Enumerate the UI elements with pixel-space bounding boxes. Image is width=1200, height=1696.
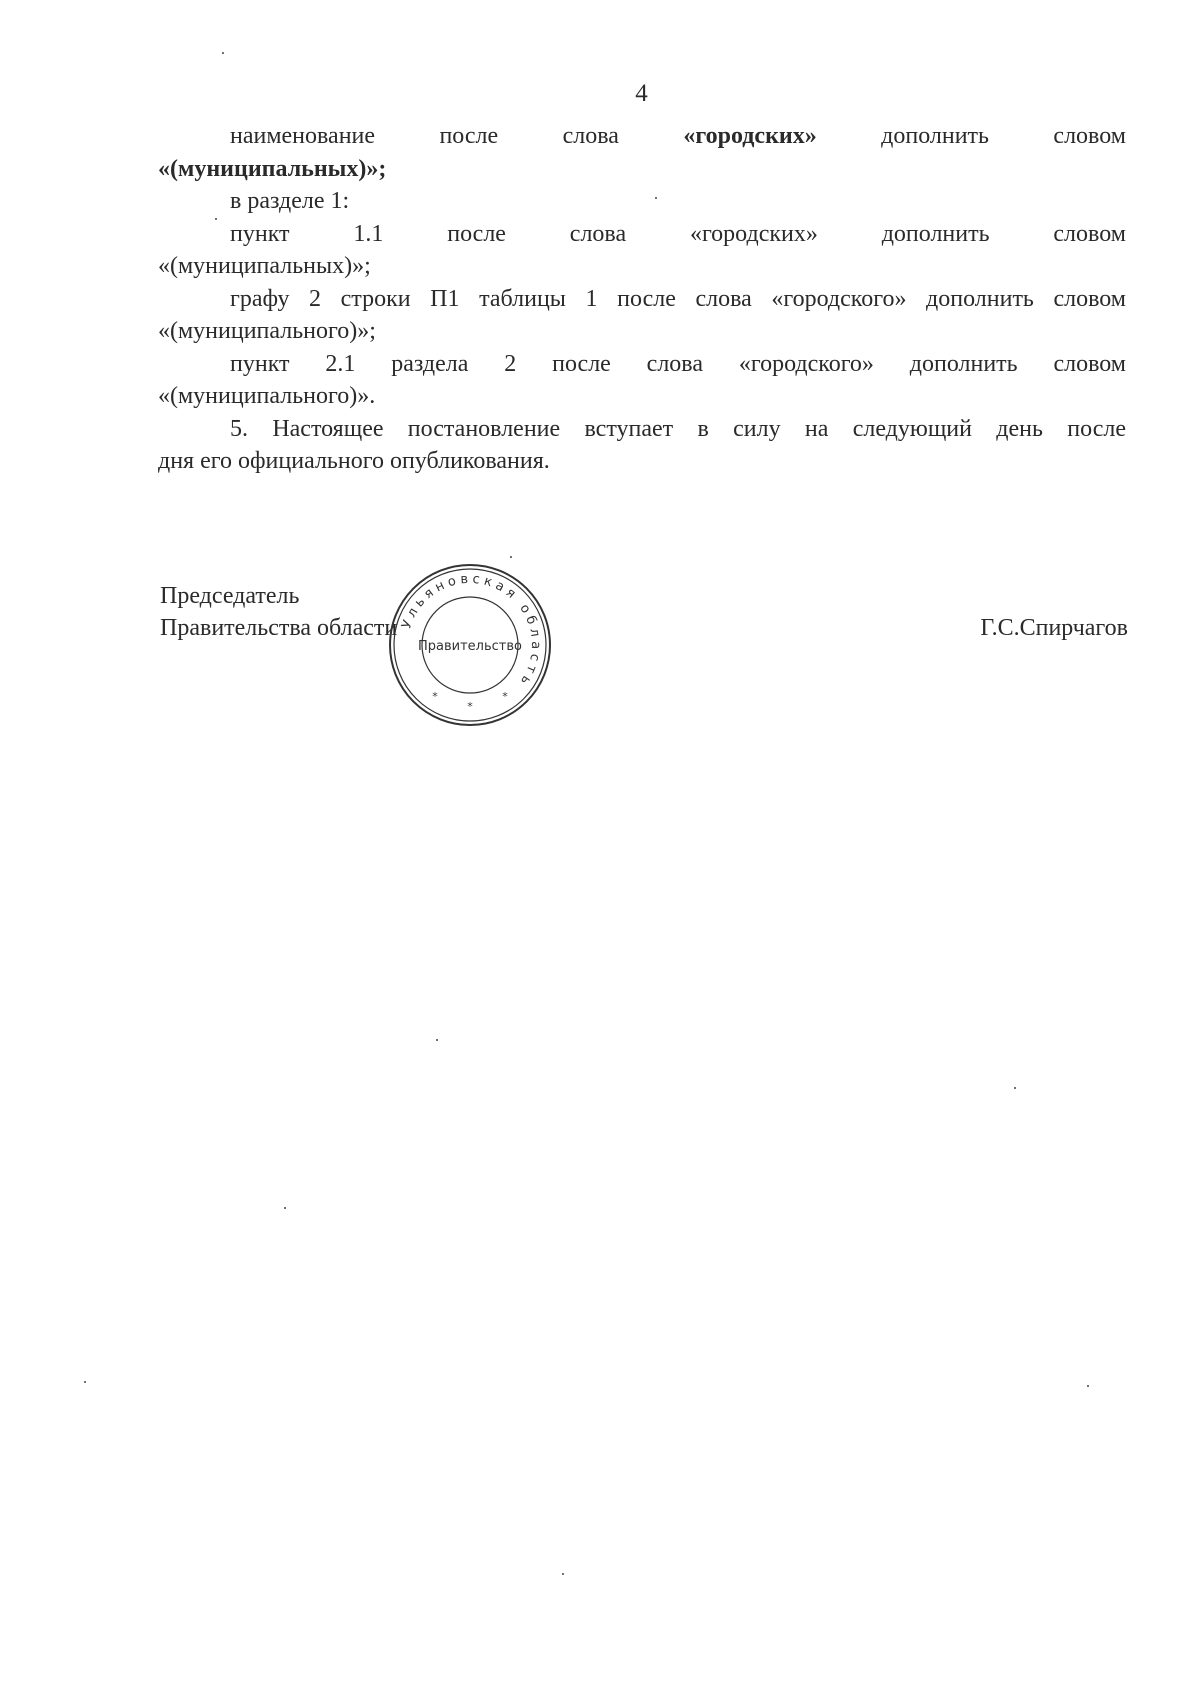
word: словом [1053,220,1126,247]
paragraph-item-2-1-cont: «(муниципального)». [158,383,376,409]
seal-ring-text: Ульяновская область [399,571,544,691]
paragraph-effective-date-cont: дня его официального опубликования. [158,448,550,474]
paragraph-table-1-cont: «(муниципального)»; [158,318,376,344]
scan-speck [436,1039,438,1041]
scan-speck [222,52,224,54]
scan-speck [1087,1385,1089,1387]
word: словом [1053,123,1126,149]
paragraph-title-amendment-cont [158,153,1126,186]
paragraph-line: пункт 2.1 раздела 2 после слова «городского» дополнить словом [230,350,1126,377]
signer-name: Г.С.Спирчагов [980,615,1128,641]
paragraph-item-2-1 [158,348,1126,381]
scan-speck [562,1573,564,1575]
official-seal-icon [385,560,555,730]
paragraph-line: графу 2 строки П1 таблицы 1 после слова «городского» дополнить словом [230,285,1126,312]
scan-speck [510,556,512,558]
word: дополнить [881,220,990,247]
word: 1.1 [353,220,384,247]
paragraph-title-amendment [158,120,1126,153]
scan-speck [655,197,657,199]
word: после [439,123,499,149]
seal-star-icon: * [432,690,438,703]
paragraph-section-1: в разделе 1: [230,188,350,214]
paragraph-line: 5. Настоящее постановление вступает в силу на следующий день после [230,415,1126,442]
document-body [158,120,1126,478]
paragraph-item-1-1-cont: «(муниципальных)»; [158,253,371,279]
word: слова [569,220,627,247]
word-bold: «(муниципальных)»; [158,155,387,182]
scan-speck [84,1381,86,1383]
word: дополнить [881,123,989,149]
seal-star-icon: * [467,700,473,713]
signature-block [160,580,397,644]
scan-speck [215,218,217,220]
seal-star-icon: * [502,690,508,703]
word: после [447,220,506,247]
paragraph-table-1 [158,283,1126,316]
scan-speck [284,1207,286,1209]
page-number: 4 [635,80,648,107]
word-bold: «городских» [683,123,817,149]
scan-speck [1014,1087,1016,1089]
paragraph-item-1-1 [158,218,1126,251]
word: «городских» [689,220,818,247]
signer-title-line-1: Председатель [160,583,300,609]
word: слова [562,123,619,149]
word: пункт [230,220,290,247]
seal-center-text: Правительство [418,639,522,654]
signer-title-line-2: Правительства области [160,615,398,641]
word: наименование [230,123,376,149]
paragraph-effective-date [158,413,1126,446]
